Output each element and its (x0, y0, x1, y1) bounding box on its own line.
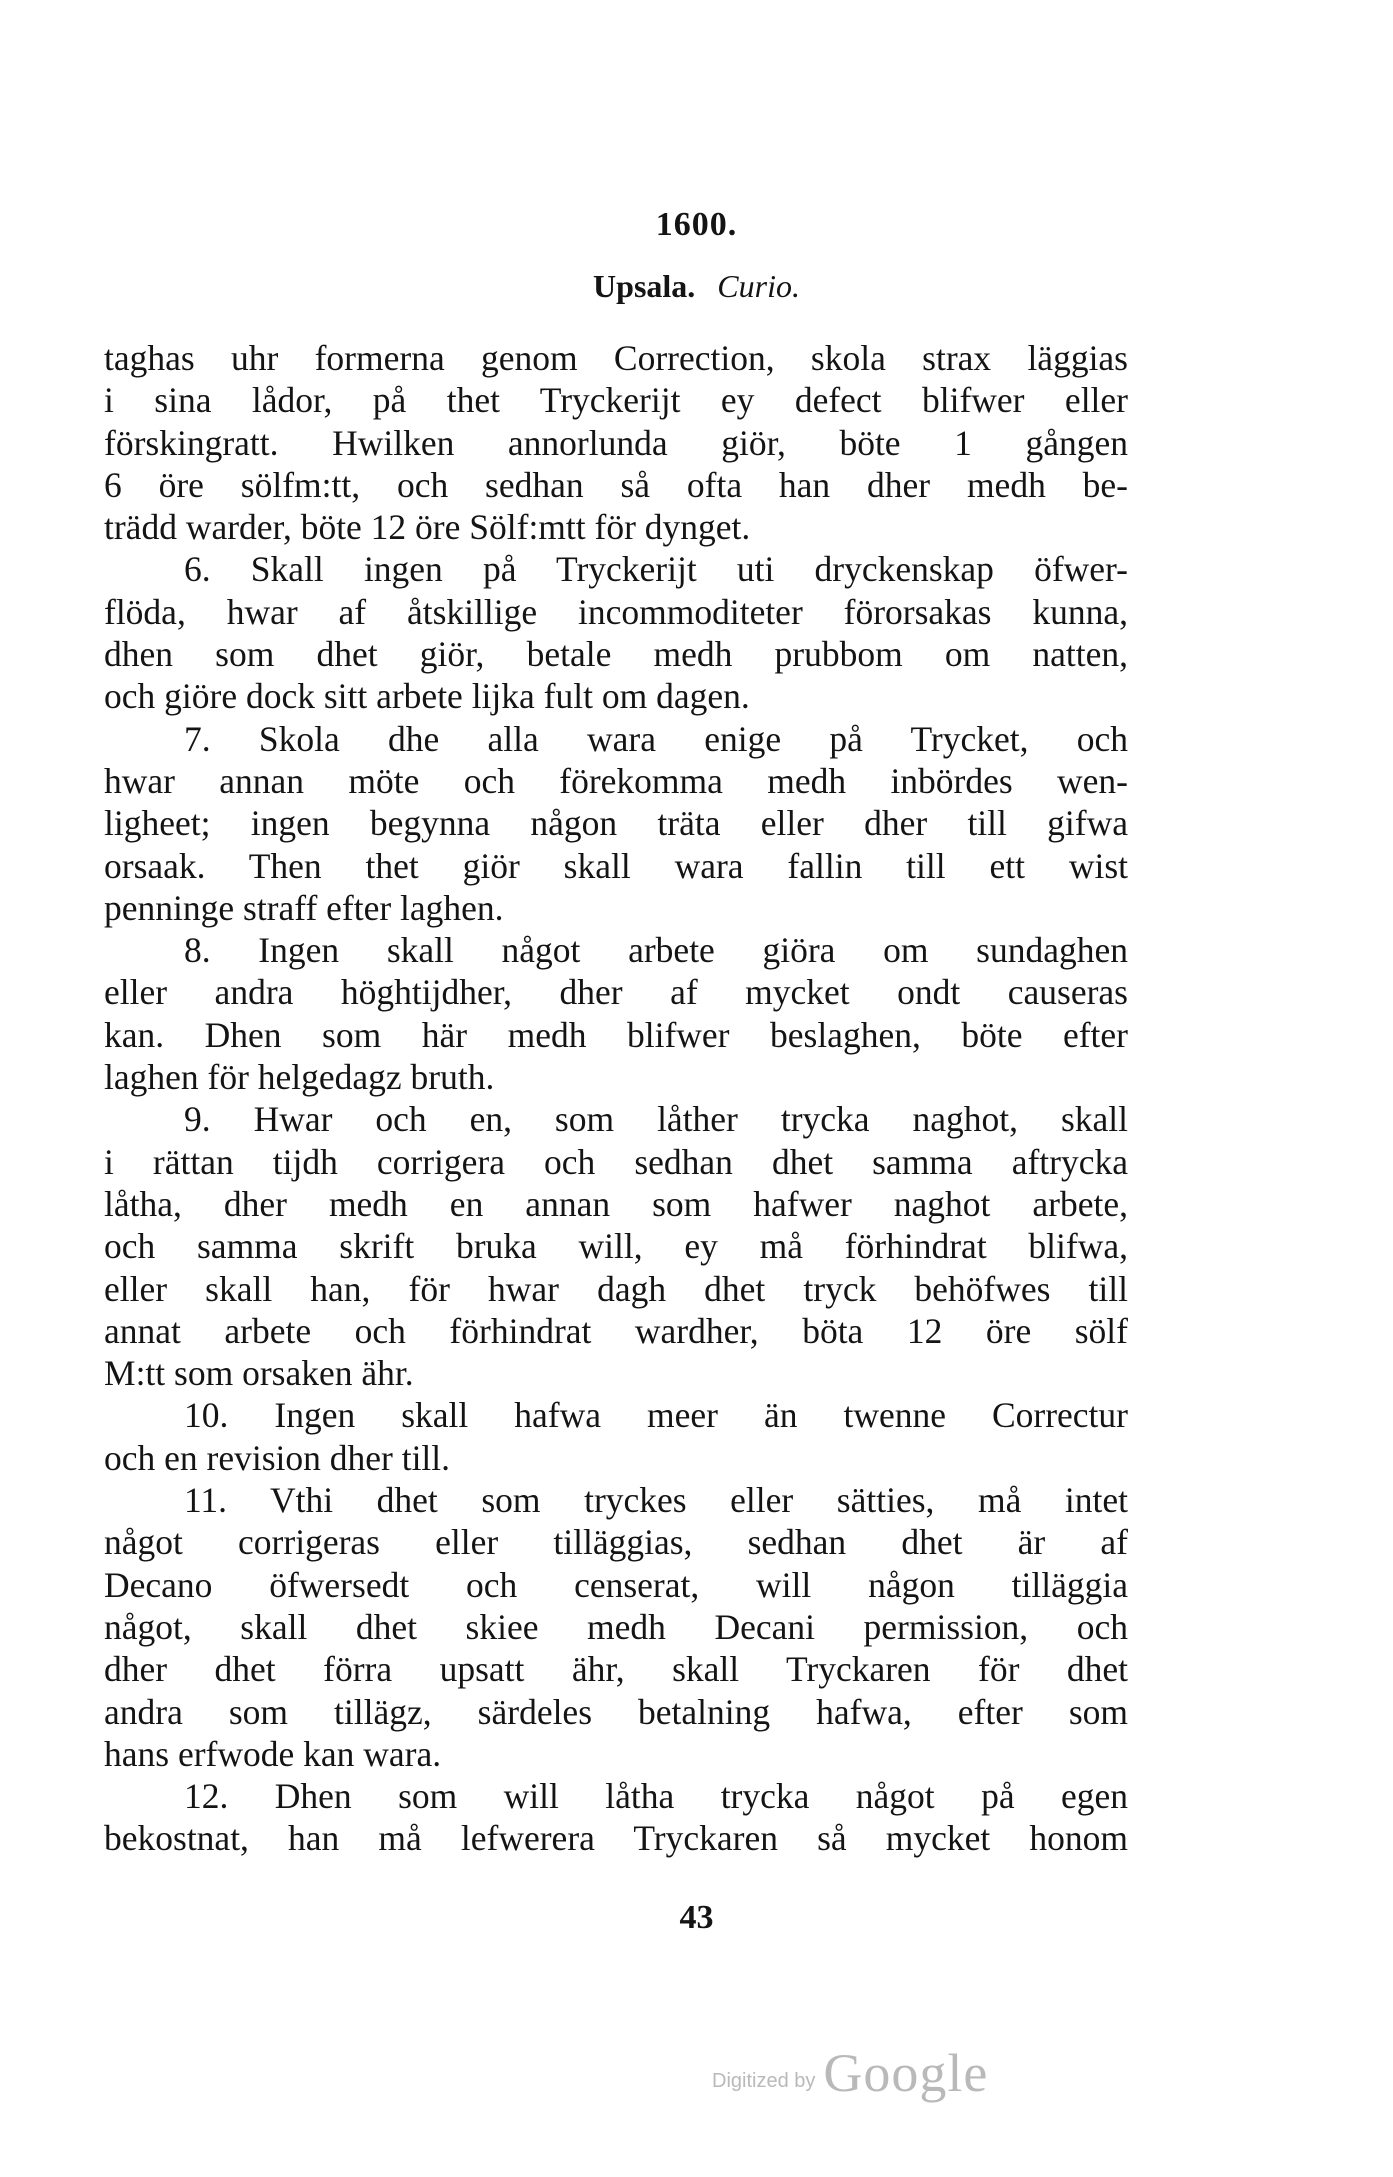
text-line: hwar annan möte och förekomma medh inbördes wen- (104, 760, 1128, 801)
text-line: ligheet; ingen begynna någon träta eller dher till gifwa (104, 803, 1128, 844)
text-line: laghen för helgedagz bruth. (104, 1057, 495, 1098)
text-line: förskingratt. Hwilken annorlunda giör, böte 1 gången (104, 422, 1128, 463)
text-line: och samma skrift bruka will, ey må förhindrat blifwa, (104, 1226, 1128, 1267)
text-line: kan. Dhen som här medh blifwer beslaghen, böte efter (104, 1014, 1128, 1055)
text-line: 12. Dhen som will låtha trycka något på egen (184, 1776, 1128, 1817)
digitization-watermark (712, 2042, 988, 2104)
google-logo: Google (823, 2043, 989, 2103)
text-line: andra som tillägz, särdeles betalning hafwa, efter som (104, 1691, 1128, 1732)
text-line: och en revision dher till. (104, 1437, 451, 1478)
text-line: taghas uhr formerna genom Correction, skola strax läggias (104, 338, 1128, 378)
text-line: 6 öre sölfm:tt, och sedhan så ofta han dher medh be- (104, 464, 1128, 505)
text-line: trädd warder, böte 12 öre Sölf:mtt för dynget. (104, 507, 751, 548)
text-line: M:tt som orsaken ähr. (104, 1353, 414, 1394)
text-line: något, skall dhet skiee medh Decani permission, och (104, 1606, 1128, 1647)
text-line: dher dhet förra upsatt ähr, skall Tryckaren för dhet (104, 1649, 1128, 1690)
header-place: Upsala. (593, 268, 696, 304)
text-line: eller skall han, för hwar dagh dhet tryck behöfwes till (104, 1268, 1128, 1309)
text-line: i sina lådor, på thet Tryckerijt ey defect blifwer eller (104, 380, 1128, 421)
text-line: flöda, hwar af åtskillige incommoditeter förorsakas kunna, (104, 591, 1128, 632)
body-text (104, 337, 1128, 1860)
text-line: dhen som dhet giör, betale medh prubbom om natten, (104, 634, 1128, 675)
text-line: 6. Skall ingen på Tryckerijt uti dryckenskap öfwer- (184, 549, 1128, 590)
text-line: låtha, dher medh en annan som hafwer naghot arbete, (104, 1183, 1128, 1224)
text-line: Decano öfwersedt och censerat, will någon tilläggia (104, 1564, 1128, 1605)
text-line: och giöre dock sitt arbete lijka fult om dagen. (104, 676, 750, 717)
running-header (0, 268, 1393, 305)
text-line: 8. Ingen skall något arbete giöra om sundaghen (184, 930, 1128, 971)
text-line: orsaak. Then thet giör skall wara fallin till ett wist (104, 845, 1128, 886)
watermark-prefix: Digitized by (712, 2070, 816, 2092)
text-line: annat arbete och förhindrat wardher, böta 12 öre sölf (104, 1310, 1128, 1351)
text-line: i rättan tijdh corrigera och sedhan dhet samma aftrycka (104, 1141, 1128, 1182)
text-line: 11. Vthi dhet som tryckes eller sätties, må intet (184, 1480, 1128, 1521)
text-line: något corrigeras eller tilläggias, sedhan dhet är af (104, 1522, 1128, 1563)
text-line: hans erfwode kan wara. (104, 1733, 442, 1774)
text-line: 7. Skola dhe alla wara enige på Trycket, och (184, 718, 1128, 759)
text-line: 10. Ingen skall hafwa meer än twenne Correctur (184, 1395, 1128, 1436)
text-line: 9. Hwar och en, som låther trycka naghot, skall (184, 1099, 1128, 1140)
text-line: penninge straff efter laghen. (104, 887, 504, 928)
text-line: bekostnat, han må lefwerera Tryckaren så mycket honom (104, 1818, 1128, 1859)
page-number: 43 (679, 1899, 714, 1936)
text-line: eller andra höghtijdher, dher af mycket ondt causeras (104, 972, 1128, 1013)
header-section: Curio. (717, 268, 800, 304)
page-year-heading: 1600. (655, 206, 738, 243)
